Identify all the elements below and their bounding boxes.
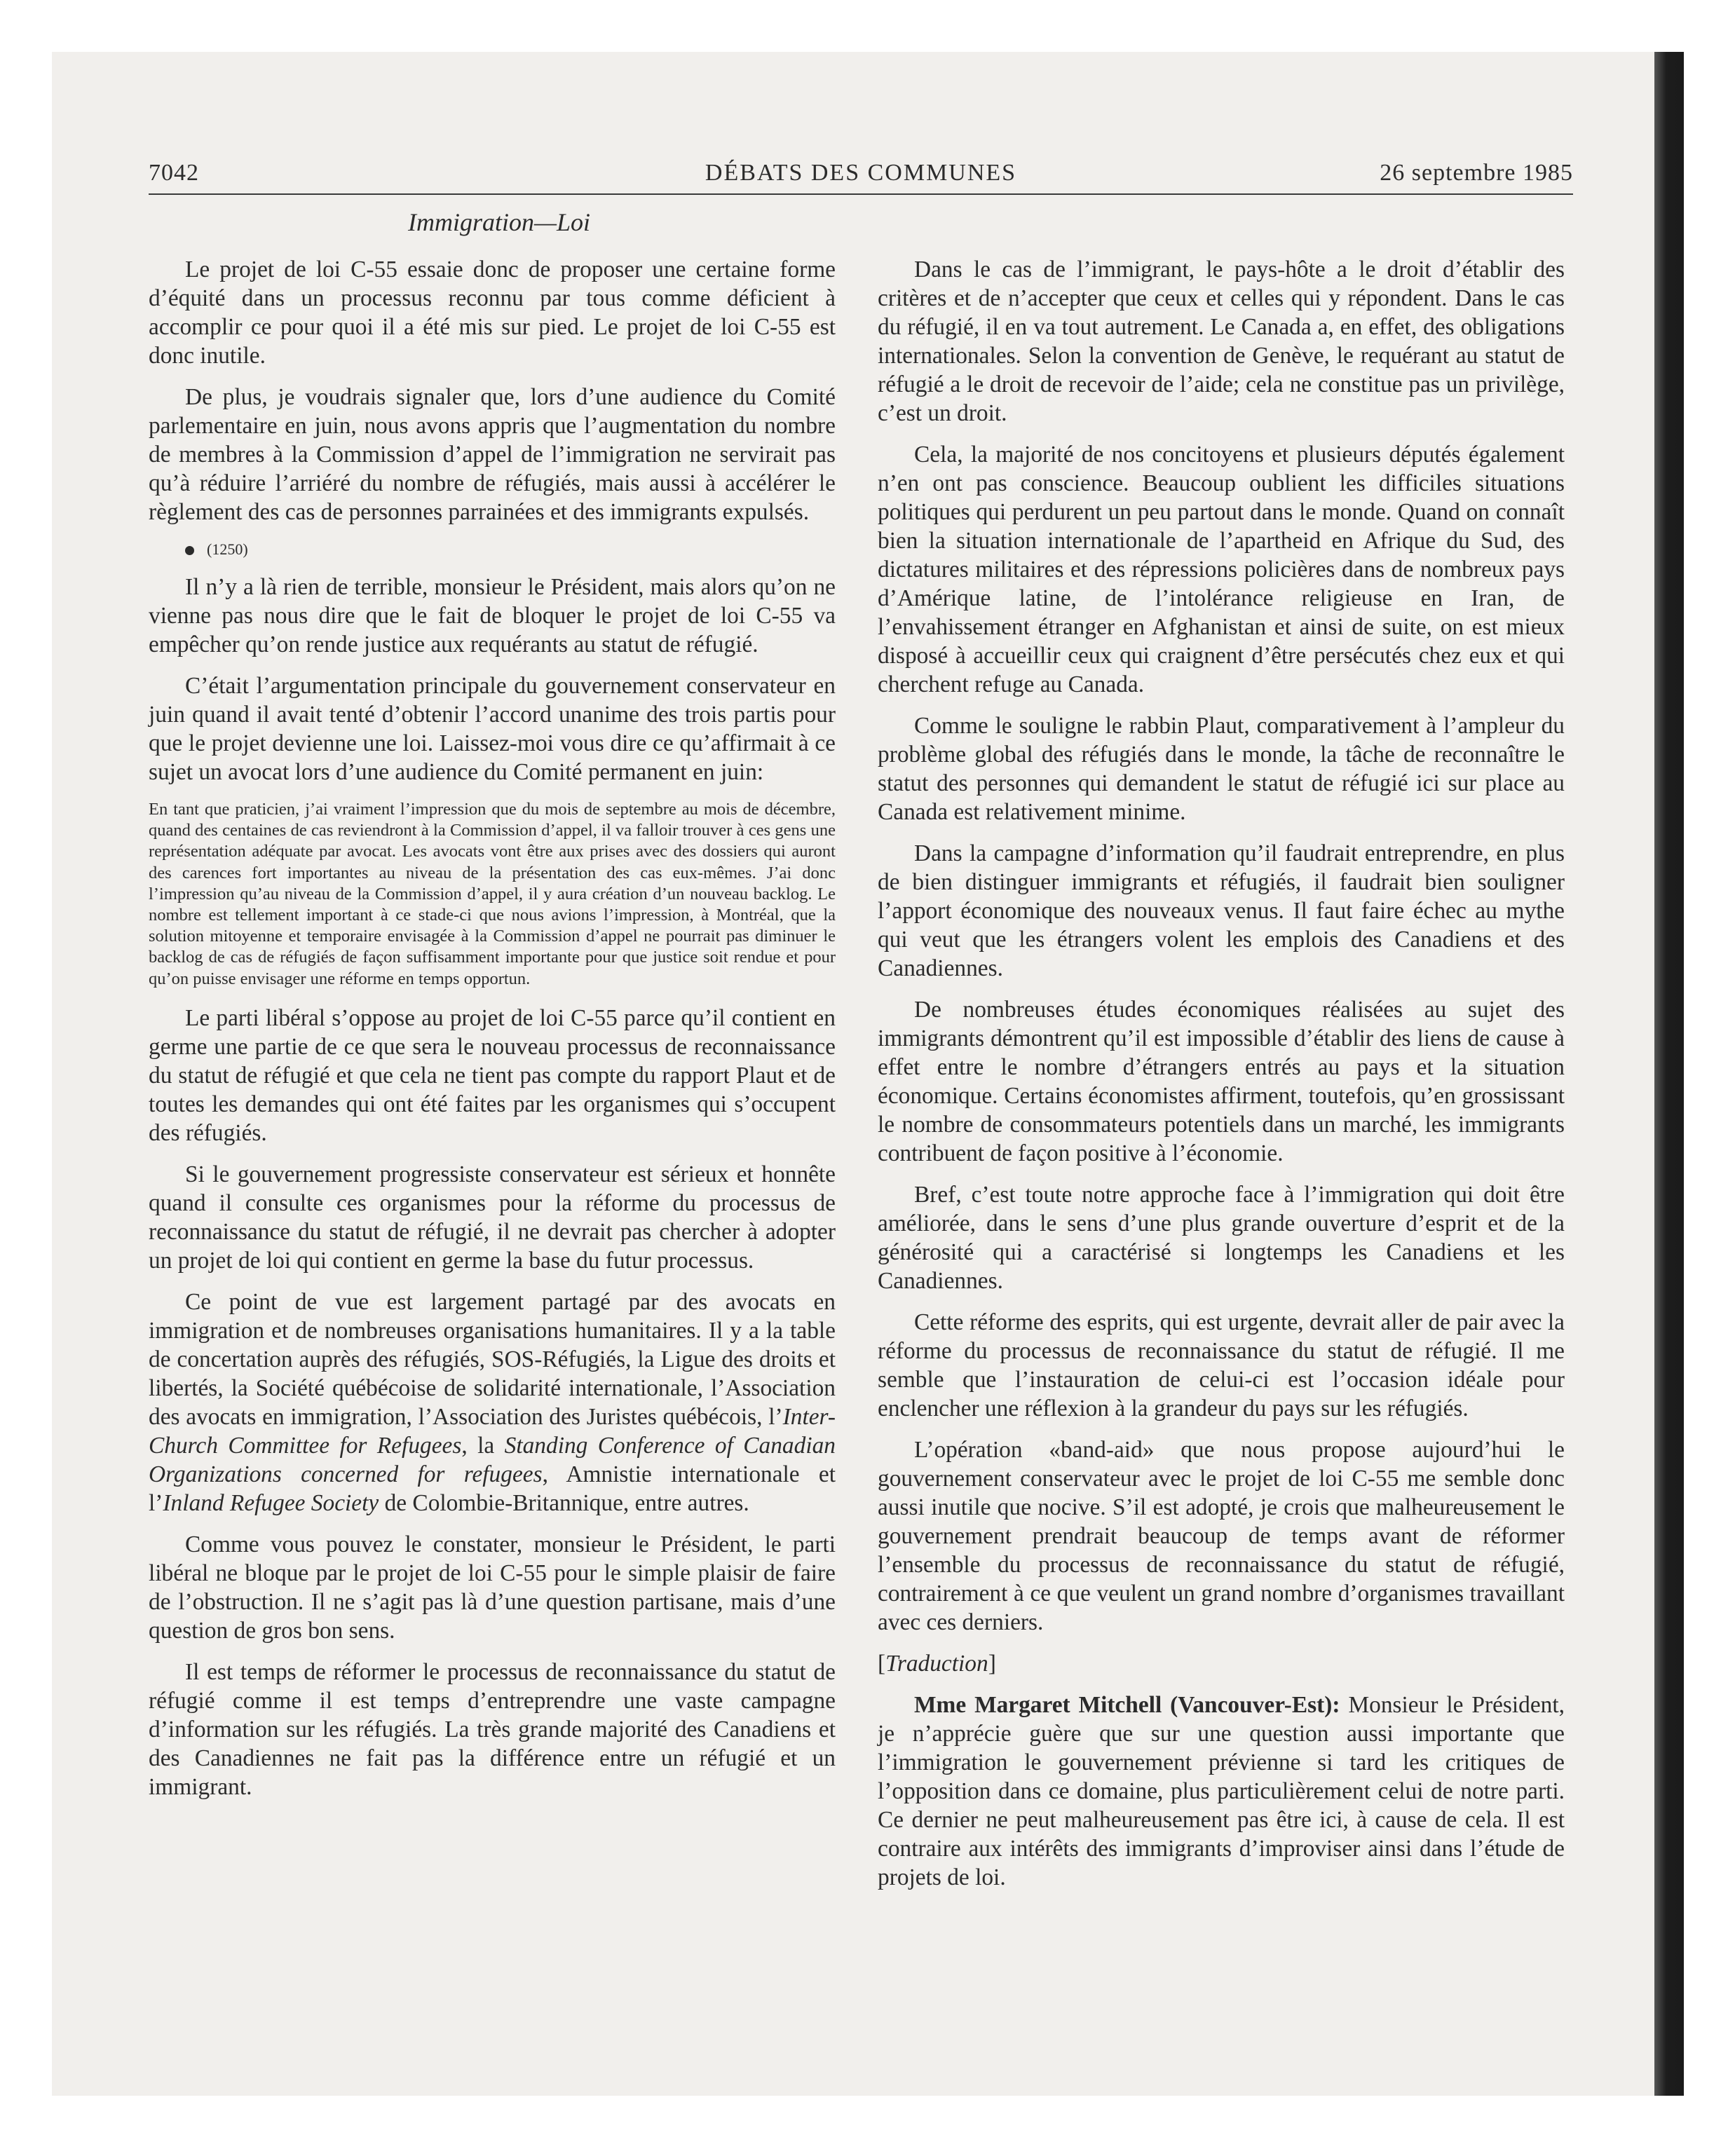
paragraph: Dans la campagne d’information qu’il faudrait entreprendre, en plus de bien distinguer immigrants et réfugiés, il faudrait bien souligner l’apport économique des nouveaux venus. Il faut faire échec au mythe qui veut que les étrangers volent les emplois des Canadiens et des Canadiennes. — [878, 840, 1565, 981]
page-date: 26 septembre 1985 — [1380, 160, 1573, 186]
italic-org-name: Standing Conference of Canadian Organizations concerned for refugees — [149, 1432, 836, 1487]
translation-marker — [878, 1649, 1565, 1678]
paragraph: Bref, c’est toute notre approche face à l’immigration qui doit être améliorée, dans le sens d’une plus grande ouverture d’esprit et de la générosité qui a caractérisé si longtemps les Canadiens et les Canadiennes. — [878, 1182, 1565, 1294]
text-run: de Colombie-Britannique, entre autres. — [379, 1489, 749, 1516]
translation-label: Traduction — [885, 1651, 988, 1677]
paragraph: De nombreuses études économiques réalisées au sujet des immigrants démontrent qu’il est impossible d’établir des liens de cause à effet entre le nombre d’étrangers entrés au pays et la situation économique. Certains économistes affirment, toutefois, qu’en grossissant le nombre de consommateurs potentiels dans un marché, les immigrants contribuent de façon positive à l’économie. — [878, 997, 1565, 1166]
speaker-name: Mme Margaret Mitchell (Vancouver-Est): — [914, 1692, 1340, 1718]
timestamp — [149, 539, 836, 560]
bullet-icon — [185, 546, 194, 555]
page-header — [149, 160, 1573, 196]
block-quote: En tant que praticien, j’ai vraiment l’impression que du mois de septembre au mois de décembre, quand des centaines de cas reviendront à la Commission d’appel, il va falloir trouver à ces gens une représentation adéquate par avocat. Les avocats vont être aux prises avec des dossiers qui auront des carences fort importantes au niveau de la présentation des cas eux-mêmes. J’ai donc l’impression qu’au niveau de la Commission d’appel, il y aura création d’un nouveau backlog. Le nombre est tellement important à ce stade-ci que nous avions l’impression, à Montréal, que la solution mitoyenne et temporaire envisagée à la Commission d’appel ne pourrait pas diminuer le backlog de cas de réfugiés de façon suffisamment importante pour que justice soit rendue et pour qu’on puisse envisager une réforme en temps opportun. — [149, 800, 836, 988]
paragraph: Si le gouvernement progressiste conservateur est sérieux et honnête quand il consulte ces organismes pour la réforme du processus de reconnaissance du statut de réfugié, il ne devrait pas chercher à adopter un projet de loi qui contient en germe la base du futur processus. — [149, 1161, 836, 1274]
paragraph: Dans le cas de l’immigrant, le pays-hôte a le droit d’établir des critères et de n’accepter que ceux et celles qui y répondent. Dans le cas du réfugié, il en va tout autrement. Le Canada a, en effet, des obligations internationales. Selon la convention de Genève, le requérant au statut de réfugié a le droit de recevoir de l’aide; cela ne constitue pas un privilège, c’est un droit. — [878, 257, 1565, 426]
paragraph: Il est temps de réformer le processus de reconnaissance du statut de réfugié comme il est temps d’entreprendre une vaste campagne d’information sur les réfugiés. La très grande majorité des Canadiens et des Canadiennes ne fait pas la différence entre un réfugié et un immigrant. — [149, 1658, 836, 1800]
paragraph — [149, 1288, 836, 1517]
paragraph: L’opération «band-aid» que nous propose aujourd’hui le gouvernement conservateur avec le projet de loi C-55 me semble donc aussi inutile que nocive. S’il est adopté, je crois que malheureusement le gouvernement prendrait beaucoup de temps avant de réformer l’ensemble du processus de reconnaissance du statut de réfugié, contrairement à ce que veulent un grand nombre d’organismes travaillant avec ces derniers. — [878, 1437, 1565, 1635]
italic-org-name: Inter-Church Committee for Refugees — [149, 1403, 836, 1459]
page-number: 7042 — [149, 160, 199, 186]
left-column — [149, 255, 836, 1814]
paragraph: Il n’y a là rien de terrible, monsieur le Président, mais alors qu’on ne vienne pas nous dire que le fait de bloquer le projet de loi C-55 va empêcher qu’on rende justice aux requérants au statut de réfugié. — [149, 574, 836, 657]
paragraph: Comme vous pouvez le constater, monsieur le Président, le parti libéral ne bloque par le projet de loi C-55 pour le simple plaisir de faire de l’obstruction. Il ne s’agit pas là d’une question partisane, mais d’une question de gros bon sens. — [149, 1531, 836, 1644]
paragraph: Comme le souligne le rabbin Plaut, comparativement à l’ampleur du problème global des réfugiés dans le monde, la tâche de reconnaître le statut des personnes qui demandent le statut de réfugié ici sur place au Canada est relativement minime. — [878, 713, 1565, 825]
paragraph: C’était l’argumentation principale du gouvernement conservateur en juin quand il avait tenté d’obtenir l’accord unanime des trois partis pour que le projet devienne une loi. Laissez-moi vous dire ce qu’affirmait à ce sujet un avocat lors d’une audience du Comité permanent en juin: — [149, 673, 836, 785]
paragraph: Cette réforme des esprits, qui est urgente, devrait aller de pair avec la réforme du processus de reconnaissance du statut de réfugié. Il me semble que l’instauration de celui-ci est l’occasion idéale pour enclencher une réflexion à la grandeur du pays sur les réfugiés. — [878, 1309, 1565, 1421]
bracket: [ — [878, 1651, 886, 1677]
italic-org-name: Inland Refugee Society — [163, 1489, 379, 1516]
scan-edge-shadow — [1654, 52, 1684, 2096]
paragraph: Cela, la majorité de nos concitoyens et plusieurs députés également n’en ont pas conscience. Beaucoup oublient les difficiles situations politiques qui perdurent un peu partout dans le monde. Quand on connaît bien la situation internationale de l’apartheid en Afrique du Sud, des dictatures militaires et des répressions policières dans de nombreux pays d’Amérique latine, de l’intolérance religieuse en Iran, de l’envahissement étranger en Afghanistan et ainsi de suite, on est mieux disposé à accueillir ceux qui craignent d’être persécutés chez eux et qui cherchent refuge au Canada. — [878, 442, 1565, 697]
timestamp-text: (1250) — [207, 540, 248, 558]
right-column — [878, 255, 1565, 1904]
speaker-paragraph — [878, 1691, 1565, 1892]
paragraph: Le parti libéral s’oppose au projet de loi C-55 parce qu’il contient en germe une partie de ce que sera le nouveau processus de reconnaissance du statut de réfugié et que cela ne tient pas compte du rapport Plaut et de toutes les demandes qui ont été faites par les organismes qui s’occupent des réfugiés. — [149, 1004, 836, 1146]
speech-text: Monsieur le Président, je n’apprécie guère que sur une question aussi importante que l’immigration le gouvernement prévienne si tard les critiques de l’opposition dans ce domaine, plus particulièrement celui de notre parti. Ce dernier ne peut malheureusement pas être ici, à cause de cela. Il est contraire aux intérêts des immigrants d’improviser ainsi dans l’étude de projets de loi. — [878, 1692, 1565, 1890]
paragraph: Le projet de loi C-55 essaie donc de proposer une certaine forme d’équité dans un processus reconnu par tous comme déficient à accomplir ce pour quoi il a été mis sur pied. Le projet de loi C-55 est donc inutile. — [149, 257, 836, 369]
publication-title: DÉBATS DES COMMUNES — [705, 160, 1017, 186]
section-title: Immigration—Loi — [407, 208, 591, 236]
bracket: ] — [988, 1651, 996, 1677]
text-run: , la — [461, 1432, 505, 1459]
paragraph: De plus, je voudrais signaler que, lors d’une audience du Comité parlementaire en juin, nous avons appris que l’augmentation du nombre de membres à la Commission d’appel de l’immigration ne servirait pas qu’à réduire l’arriéré du nombre de réfugiés, mais aussi à accélérer le règlement des cas de personnes parrainées et des immigrants expulsés. — [149, 384, 836, 525]
text-run: Ce point de vue est largement partagé par des avocats en immigration et de nombreuses organisations humanitaires. Il y a la table de concertation auprès des réfugiés, SOS-Réfugiés, la Ligue des droits et libertés, la Société québécoise de solidarité internationale, l’Association des avocats en immigration, l’Association des Juristes québécois, l’ — [149, 1288, 836, 1430]
header-rule — [149, 193, 1573, 195]
text-run: , Amnistie internationale et l’ — [149, 1461, 836, 1516]
